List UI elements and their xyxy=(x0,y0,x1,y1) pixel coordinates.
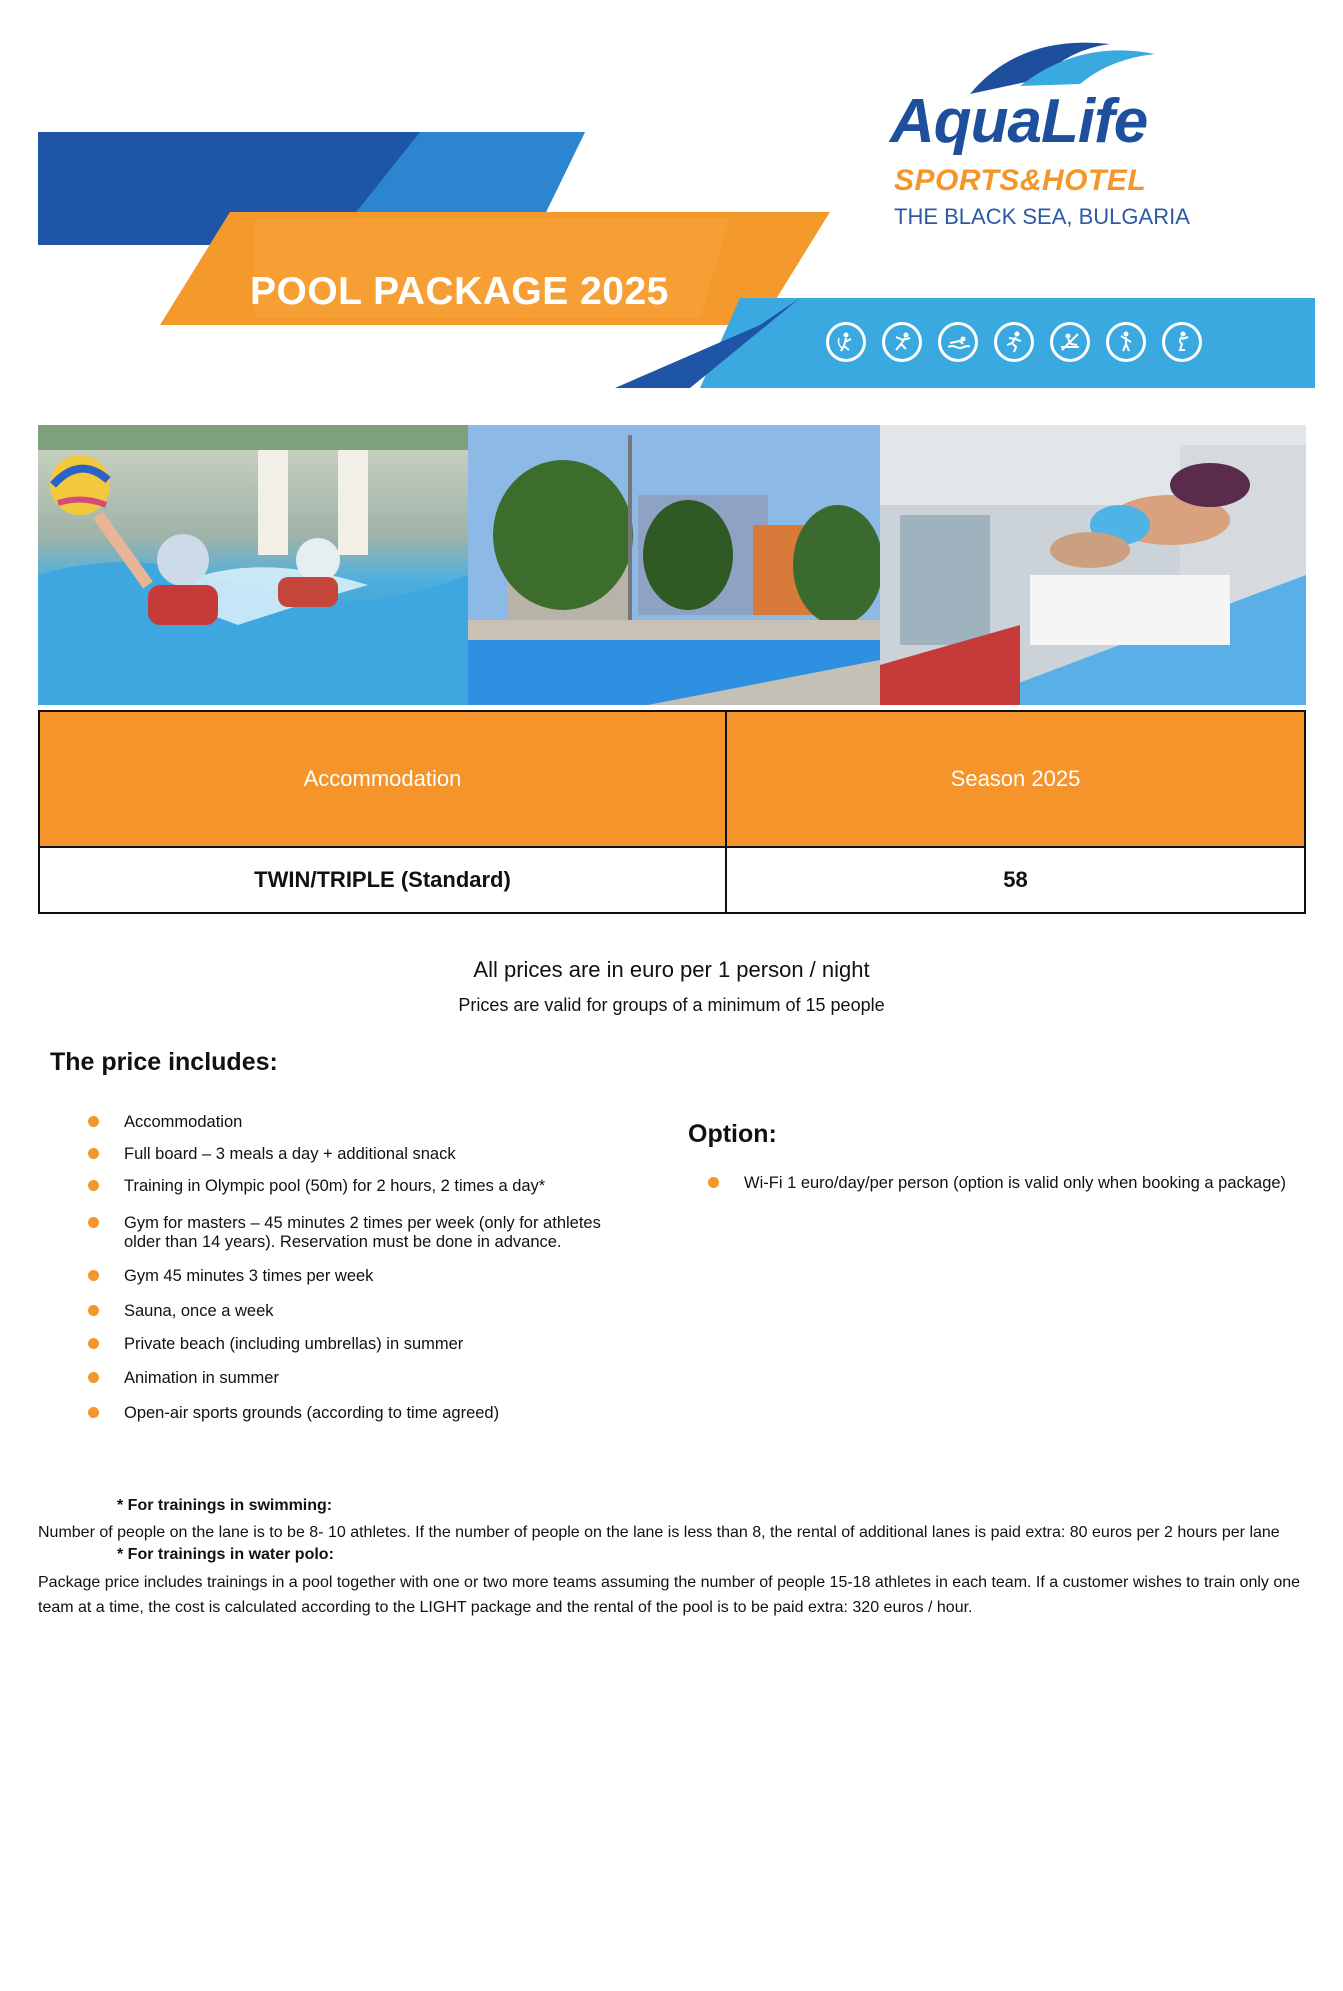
bullet-icon xyxy=(88,1180,99,1191)
list-item: Open-air sports grounds (according to time agreed) xyxy=(88,1404,628,1423)
includes-list xyxy=(88,1113,628,1423)
athletics-icon xyxy=(994,322,1034,362)
logo-name: AquaLife xyxy=(890,87,1148,156)
list-item: Gym for masters – 45 minutes 2 times per week (only for athletes older than 14 years). Reservation must be done in advance. xyxy=(88,1214,628,1252)
figure-skating-icon xyxy=(1162,322,1202,362)
list-item: Accommodation xyxy=(88,1113,628,1132)
logo-location: THE BLACK SEA, BULGARIA xyxy=(894,204,1190,229)
bullet-icon xyxy=(88,1338,99,1349)
table-row xyxy=(39,847,1305,913)
waterpolo-footnote-text: Package price includes trainings in a pool together with one or two more teams assuming the number of people 15-18 athletes in each team. If a customer wishes to train only one team at a time, the cost is calculated according to the LIGHT package and the rental of the pool is to be paid extra: 320 euros / hour. xyxy=(38,1574,1301,1616)
table-header-season: Season 2025 xyxy=(726,711,1305,847)
bullet-icon xyxy=(88,1372,99,1383)
rhythmic-gymnastics-icon xyxy=(826,322,866,362)
price-currency-note: All prices are in euro per 1 person / night xyxy=(473,957,870,982)
bullet-icon xyxy=(88,1305,99,1316)
waterpolo-footnote-title: * For trainings in water polo: xyxy=(117,1546,334,1563)
option-title: Option: xyxy=(688,1120,777,1148)
list-item: Sauna, once a week xyxy=(88,1302,628,1321)
price-table xyxy=(38,710,1306,914)
list-item: Wi-Fi 1 euro/day/per person (option is valid only when booking a package) xyxy=(708,1174,1308,1193)
swimming-start-photo xyxy=(880,425,1306,705)
hotel-pool-photo xyxy=(468,425,880,705)
list-item: Private beach (including umbrellas) in summer xyxy=(88,1335,628,1354)
rowing-icon xyxy=(1050,322,1090,362)
bullet-icon xyxy=(88,1116,99,1127)
bullet-icon xyxy=(88,1270,99,1281)
price-validity-note: Prices are valid for groups of a minimum of 15 people xyxy=(458,995,885,1015)
table-cell-room-type: TWIN/TRIPLE (Standard) xyxy=(39,847,726,913)
option-list xyxy=(708,1174,1308,1193)
bullet-icon xyxy=(88,1148,99,1159)
bullet-icon xyxy=(88,1407,99,1418)
logo-subtitle: SPORTS&HOTEL xyxy=(894,164,1147,197)
swimming-icon xyxy=(938,322,978,362)
table-cell-price: 58 xyxy=(726,847,1305,913)
water-polo-photo xyxy=(38,425,468,705)
swimming-footnote-title: * For trainings in swimming: xyxy=(117,1497,333,1514)
aqualife-logo xyxy=(890,24,1190,234)
list-item: Animation in summer xyxy=(88,1369,628,1388)
list-item: Gym 45 minutes 3 times per week xyxy=(88,1267,628,1286)
bullet-icon xyxy=(88,1217,99,1228)
includes-title: The price includes: xyxy=(50,1048,278,1076)
list-item: Full board – 3 meals a day + additional snack xyxy=(88,1145,628,1164)
page-title: POOL PACKAGE 2025 xyxy=(250,270,669,313)
gymnastics-icon xyxy=(882,322,922,362)
list-item: Training in Olympic pool (50m) for 2 hours, 2 times a day* xyxy=(88,1177,628,1196)
dance-icon xyxy=(1106,322,1146,362)
sport-icons-row xyxy=(826,316,1202,368)
swimming-footnote-text: Number of people on the lane is to be 8- 10 athletes. If the number of people on the lane is less than 8, the rental of additional lanes is paid extra: 80 euros per 2 hours per lane xyxy=(38,1524,1280,1541)
bullet-icon xyxy=(708,1177,719,1188)
table-header-accommodation: Accommodation xyxy=(39,711,726,847)
